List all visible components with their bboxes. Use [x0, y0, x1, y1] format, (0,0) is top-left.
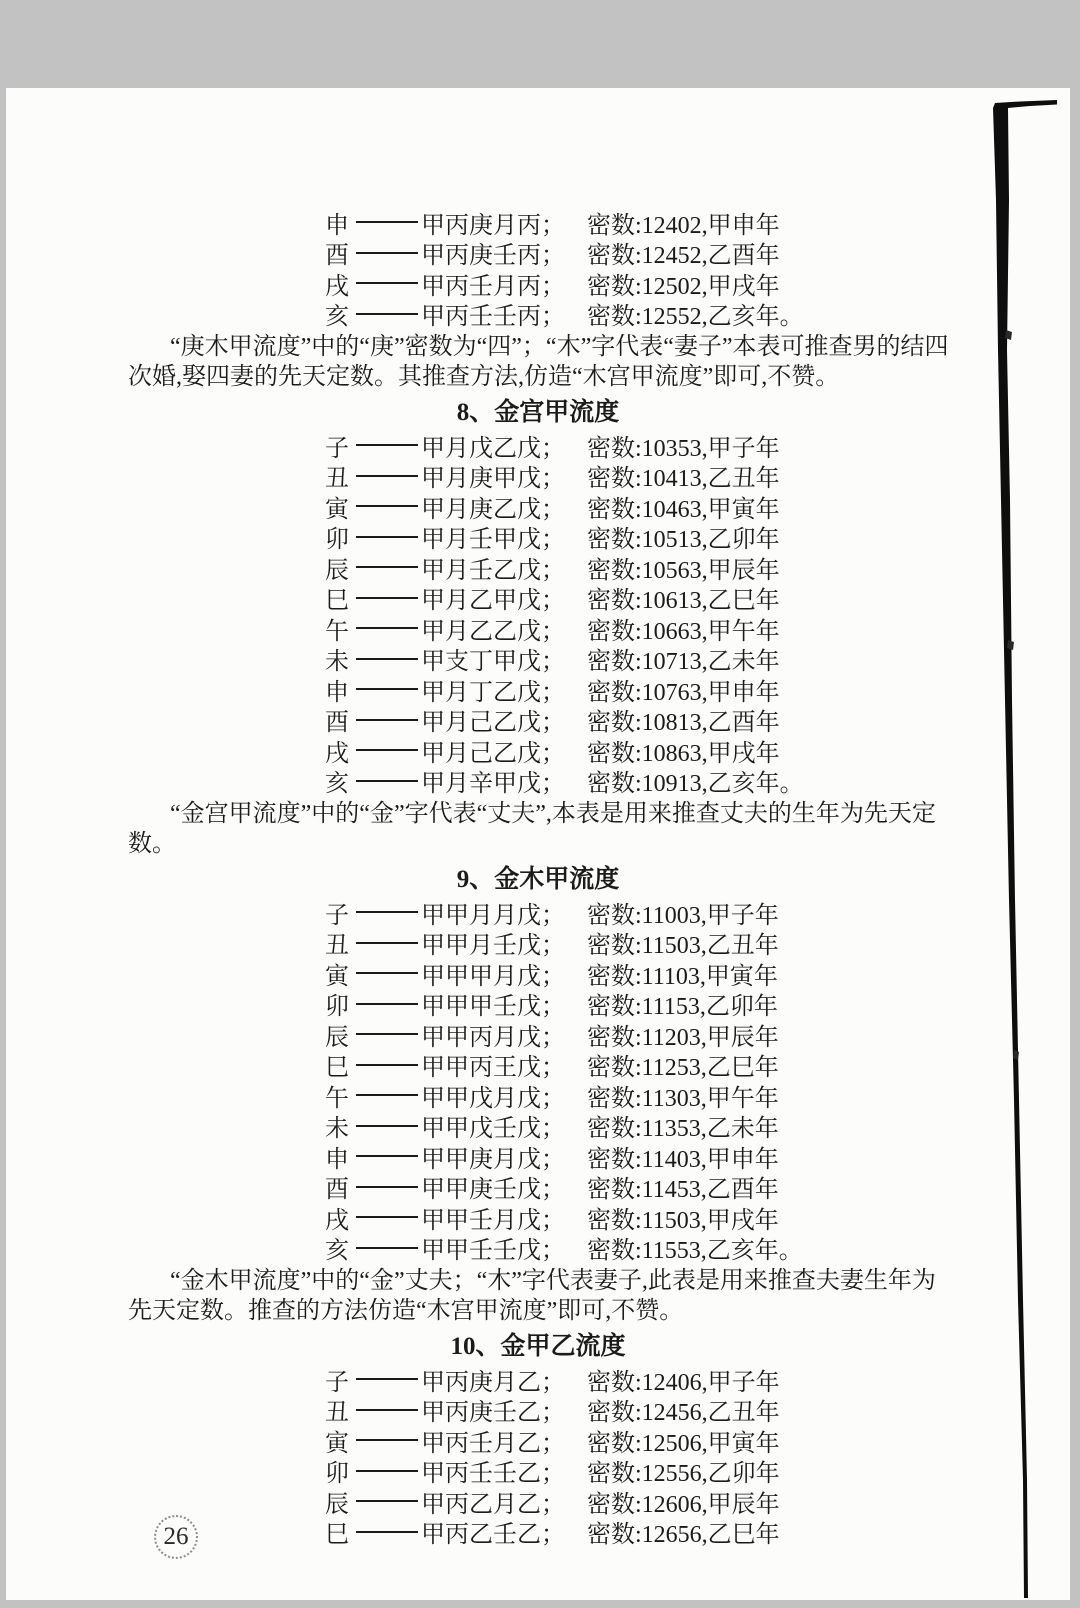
secret-number: 密数:11453,乙酉年 [587, 1177, 779, 1204]
secret-number: 密数:12406,甲子年 [587, 1369, 780, 1396]
formula-text: 甲丙乙壬乙； [421, 1522, 565, 1549]
table-row [325, 958, 1070, 989]
branch-label: 亥 [325, 1238, 349, 1265]
branch-label: 寅 [325, 963, 349, 990]
secret-number: 密数:10713,乙未年 [587, 649, 780, 676]
branch-label: 丑 [325, 1400, 349, 1427]
table-row [325, 522, 1070, 553]
secret-number: 密数:11303,甲午年 [587, 1085, 779, 1112]
branch-label: 酉 [325, 710, 349, 737]
formula-text: 甲月己乙戊； [421, 710, 565, 737]
table-row [325, 1486, 1070, 1517]
leader-dash [356, 780, 418, 782]
branch-label: 寅 [325, 1430, 349, 1457]
secret-number: 密数:10663,甲午年 [587, 618, 780, 645]
branch-label: 辰 [325, 557, 349, 584]
secret-number: 密数:11403,甲申年 [587, 1146, 779, 1173]
section-note [128, 332, 980, 392]
table-row [325, 1395, 1070, 1426]
table-row [325, 1080, 1070, 1111]
branch-label: 卯 [325, 527, 349, 554]
section-title: 8、金宫甲流度 [456, 399, 620, 426]
table-row [325, 1202, 1070, 1233]
leader-dash [356, 1531, 418, 1533]
branch-label: 未 [325, 1116, 349, 1143]
branch-label: 未 [325, 649, 349, 676]
secret-number: 密数:10353,甲子年 [587, 435, 780, 462]
leader-dash [356, 1378, 418, 1380]
table-row [325, 238, 1070, 269]
secret-number: 密数:10563,甲辰年 [587, 557, 780, 584]
leader-dash [356, 1125, 418, 1127]
table-row [325, 989, 1070, 1020]
formula-text: 甲甲庚月戊； [421, 1146, 565, 1173]
branch-label: 卯 [325, 994, 349, 1021]
branch-label: 亥 [325, 771, 349, 798]
formula-text: 甲丙庚壬乙； [421, 1400, 565, 1427]
note-line: 先天定数。推查的方法仿造“木宫甲流度”即可,不赞。 [128, 1298, 684, 1324]
leader-dash [356, 1439, 418, 1441]
leader-dash [356, 444, 418, 446]
branch-label: 巳 [325, 1522, 349, 1549]
branch-label: 子 [325, 1369, 349, 1396]
leader-dash [356, 942, 418, 944]
secret-number: 密数:12506,甲寅年 [587, 1430, 780, 1457]
formula-text: 甲月己乙戊； [421, 740, 565, 767]
secret-number: 密数:11553,乙亥年。 [587, 1238, 803, 1265]
formula-text: 甲甲戊壬戊； [421, 1116, 565, 1143]
secret-number: 密数:10813,乙酉年 [587, 710, 780, 737]
section-note [128, 1266, 980, 1326]
table-row [325, 897, 1070, 928]
secret-number: 密数:12452,乙酉年 [587, 243, 780, 270]
table-row [325, 674, 1070, 705]
formula-text: 甲甲丙月戊； [421, 1024, 565, 1051]
note-line: “金木甲流度”中的“金”丈夫；“木”字代表妻子,此表是用来推查夫妻生年为 [170, 1268, 936, 1294]
secret-number: 密数:11153,乙卯年 [587, 994, 778, 1021]
leader-dash [356, 313, 418, 315]
leader-dash [356, 1155, 418, 1157]
formula-text: 甲月乙甲戊； [421, 588, 565, 615]
leader-dash [356, 597, 418, 599]
formula-text: 甲月丁乙戊； [421, 679, 565, 706]
secret-number: 密数:10763,甲申年 [587, 679, 780, 706]
branch-label: 丑 [325, 933, 349, 960]
leader-dash [356, 475, 418, 477]
formula-text: 甲甲甲月戊； [421, 963, 565, 990]
formula-text: 甲丙壬壬丙； [421, 304, 565, 331]
formula-text: 甲丙庚月丙； [421, 212, 565, 239]
table-row [325, 766, 1070, 797]
secret-number: 密数:10913,乙亥年。 [587, 771, 804, 798]
leader-dash [356, 1003, 418, 1005]
secret-number: 密数:11353,乙未年 [587, 1116, 779, 1143]
formula-text: 甲丙壬月乙； [421, 1430, 565, 1457]
secret-number: 密数:12656,乙巳年 [587, 1522, 780, 1549]
table-row [325, 430, 1070, 461]
table-row [325, 299, 1070, 330]
leader-dash [356, 1186, 418, 1188]
page-number: 26 [163, 1523, 189, 1550]
branch-label: 申 [325, 679, 349, 706]
leader-dash [356, 536, 418, 538]
leader-dash [356, 627, 418, 629]
secret-number: 密数:12556,乙卯年 [587, 1461, 780, 1488]
table-section [6, 863, 1070, 1326]
leader-dash [356, 688, 418, 690]
table-row [325, 644, 1070, 675]
note-line: “金宫甲流度”中的“金”字代表“丈夫”,本表是用来推查丈夫的生年为先天定数。 [128, 801, 936, 857]
branch-label: 巳 [325, 1055, 349, 1082]
branch-label: 巳 [325, 588, 349, 615]
branch-label: 辰 [325, 1491, 349, 1518]
formula-text: 甲月壬甲戊； [421, 527, 565, 554]
leader-dash [356, 252, 418, 254]
table-section [6, 1330, 1070, 1547]
leader-dash [356, 719, 418, 721]
branch-label: 辰 [325, 1024, 349, 1051]
leader-dash [356, 505, 418, 507]
table-row [325, 583, 1070, 614]
formula-text: 甲月庚乙戊； [421, 496, 565, 523]
leader-dash [356, 1500, 418, 1502]
branch-label: 丑 [325, 466, 349, 493]
table-row [325, 268, 1070, 299]
formula-text: 甲甲甲壬戊； [421, 994, 565, 1021]
secret-number: 密数:11103,甲寅年 [587, 963, 778, 990]
formula-text: 甲月庚甲戊； [421, 466, 565, 493]
branch-label: 午 [325, 1085, 349, 1112]
table-row [325, 1050, 1070, 1081]
table-row [325, 491, 1070, 522]
table-row [325, 735, 1070, 766]
table-row [325, 1111, 1070, 1142]
branch-label: 酉 [325, 243, 349, 270]
branch-label: 寅 [325, 496, 349, 523]
secret-number: 密数:12402,甲申年 [587, 212, 780, 239]
formula-text: 甲丙壬壬乙； [421, 1461, 565, 1488]
formula-text: 甲甲丙王戊； [421, 1055, 565, 1082]
section-title: 9、金木甲流度 [456, 866, 620, 893]
branch-label: 申 [325, 212, 349, 239]
secret-number: 密数:10513,乙卯年 [587, 527, 780, 554]
secret-number: 密数:10863,甲戌年 [587, 740, 780, 767]
leader-dash [356, 1470, 418, 1472]
leader-dash [356, 1216, 418, 1218]
table-row [325, 1233, 1070, 1264]
note-line: “庚木甲流度”中的“庚”密数为“四”；“木”字代表“妻子”本表可推查男的结四 [170, 334, 949, 360]
branch-label: 戌 [325, 1207, 349, 1234]
secret-number: 密数:10463,甲寅年 [587, 496, 780, 523]
secret-number: 密数:11003,甲子年 [587, 902, 779, 929]
formula-text: 甲甲壬月戊； [421, 1207, 565, 1234]
formula-text: 甲月乙乙戊； [421, 618, 565, 645]
secret-number: 密数:12456,乙丑年 [587, 1400, 780, 1427]
section-title: 10、金甲乙流度 [450, 1333, 626, 1360]
leader-dash [356, 221, 418, 223]
leader-dash [356, 1247, 418, 1249]
branch-label: 午 [325, 618, 349, 645]
table-row [325, 1517, 1070, 1548]
leader-dash [356, 1033, 418, 1035]
table-row [325, 613, 1070, 644]
formula-text: 甲甲壬壬戊； [421, 1238, 565, 1265]
note-line: 次婚,娶四妻的先天定数。其推查方法,仿造“木宫甲流度”即可,不赞。 [128, 364, 840, 390]
table-row [325, 1141, 1070, 1172]
formula-text: 甲甲月壬戊； [421, 933, 565, 960]
secret-number: 密数:10413,乙丑年 [587, 466, 780, 493]
secret-number: 密数:10613,乙巳年 [587, 588, 780, 615]
formula-text: 甲丙庚月乙； [421, 1369, 565, 1396]
branch-label: 戌 [325, 740, 349, 767]
book-page [6, 88, 1070, 1600]
branch-label: 申 [325, 1146, 349, 1173]
formula-text: 甲月辛甲戊； [421, 771, 565, 798]
table-row [325, 928, 1070, 959]
table-row [325, 1456, 1070, 1487]
table-row [325, 1019, 1070, 1050]
table-row [325, 1364, 1070, 1395]
branch-label: 子 [325, 435, 349, 462]
leader-dash [356, 282, 418, 284]
table-section [6, 396, 1070, 859]
formula-text: 甲支丁甲戊； [421, 649, 565, 676]
formula-text: 甲甲月月戊； [421, 902, 565, 929]
leader-dash [356, 566, 418, 568]
secret-number: 密数:11253,乙巳年 [587, 1055, 779, 1082]
leader-dash [356, 749, 418, 751]
formula-text: 甲丙壬月丙； [421, 273, 565, 300]
formula-text: 甲月壬乙戊； [421, 557, 565, 584]
leader-dash [356, 658, 418, 660]
section-note [128, 799, 980, 859]
table-row [325, 461, 1070, 492]
branch-label: 酉 [325, 1177, 349, 1204]
secret-number: 密数:12552,乙亥年。 [587, 304, 804, 331]
secret-number: 密数:11203,甲辰年 [587, 1024, 779, 1051]
secret-number: 密数:12502,甲戌年 [587, 273, 780, 300]
table-row [325, 1425, 1070, 1456]
leader-dash [356, 972, 418, 974]
table-row [325, 705, 1070, 736]
formula-text: 甲月戊乙戊； [421, 435, 565, 462]
leader-dash [356, 1094, 418, 1096]
table-row [325, 552, 1070, 583]
secret-number: 密数:11503,乙丑年 [587, 933, 779, 960]
secret-number: 密数:11503,甲戌年 [587, 1207, 779, 1234]
table-row [325, 207, 1070, 238]
table-section [6, 207, 1070, 392]
branch-label: 子 [325, 902, 349, 929]
leader-dash [356, 911, 418, 913]
branch-label: 亥 [325, 304, 349, 331]
secret-number: 密数:12606,甲辰年 [587, 1491, 780, 1518]
formula-text: 甲甲戊月戊； [421, 1085, 565, 1112]
formula-text: 甲丙庚壬丙； [421, 243, 565, 270]
page-number-badge [154, 1515, 198, 1559]
leader-dash [356, 1064, 418, 1066]
branch-label: 戌 [325, 273, 349, 300]
leader-dash [356, 1409, 418, 1411]
formula-text: 甲丙乙月乙； [421, 1491, 565, 1518]
branch-label: 卯 [325, 1461, 349, 1488]
page-content [6, 88, 1070, 1547]
formula-text: 甲甲庚壬戊； [421, 1177, 565, 1204]
table-row [325, 1172, 1070, 1203]
